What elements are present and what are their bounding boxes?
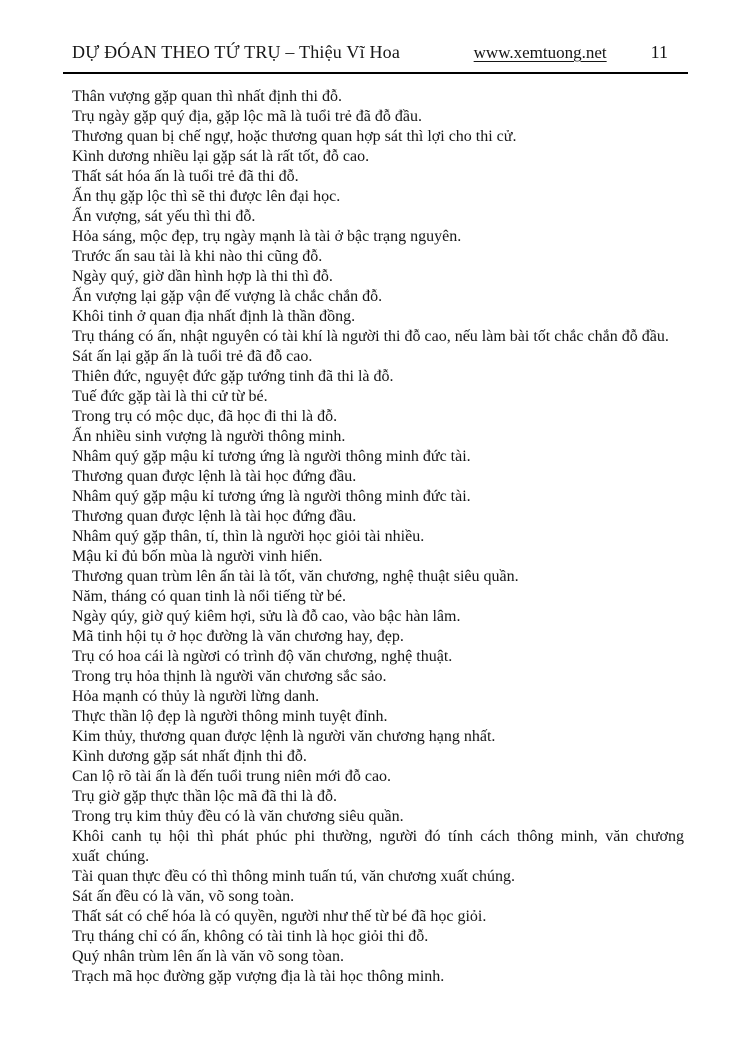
text-line: Trụ tháng chỉ có ấn, không có tài tinh là học giỏi thi đỗ. xyxy=(72,928,429,945)
text-line: Kình dương nhiều lại gặp sát là rất tốt, đỗ cao. xyxy=(72,148,370,165)
text-line: Nhâm quý gặp thân, tí, thìn là người học giỏi tài nhiều. xyxy=(72,528,425,545)
text-line: Trong trụ có mộc dục, đã học đi thi là đỗ. xyxy=(72,408,338,425)
text-line: Trụ tháng có ấn, nhật nguyên có tài khí là người thi đỗ cao, nếu làm bài tốt chắc chắn đỗ đầu. xyxy=(72,328,669,345)
text-line: Thương quan được lệnh là tài học đứng đầu. xyxy=(72,508,357,525)
text-line: Trụ có hoa cái là ngừơi có trình độ văn chương, nghệ thuật. xyxy=(72,648,453,665)
text-line: Tuế đức gặp tài là thi cử từ bé. xyxy=(72,388,268,405)
text-line: Ấn thụ gặp lộc thì sẽ thi được lên đại học. xyxy=(72,188,341,205)
text-line: Khôi canh tụ hội thì phát phúc phi thường, người đó tính cách thông minh, văn chương xuất chúng. xyxy=(72,828,684,865)
text-line: Thương quan bị chế ngự, hoặc thương quan hợp sát thì lợi cho thi cử. xyxy=(72,128,517,145)
body-text xyxy=(72,87,684,987)
text-line: Thất sát có chế hóa là có quyền, người như thế từ bé đã học giỏi. xyxy=(72,908,487,925)
text-line: Thiên đức, nguyệt đức gặp tướng tinh đã thi là đỗ. xyxy=(72,368,394,385)
text-line: Thương quan trùm lên ấn tài là tốt, văn chương, nghệ thuật siêu quần. xyxy=(72,568,519,585)
text-line: Trong trụ kim thủy đều có là văn chương siêu quần. xyxy=(72,808,404,825)
text-line: Trong trụ hỏa thịnh là người văn chương sắc sảo. xyxy=(72,668,387,685)
text-line: Nhâm quý gặp mậu kỉ tương ứng là người thông minh đức tài. xyxy=(72,448,471,465)
text-line: Khôi tinh ở quan địa nhất định là thần đồng. xyxy=(72,308,356,325)
header-rule xyxy=(63,72,688,74)
text-line: Mã tinh hội tụ ở học đường là văn chương hay, đẹp. xyxy=(72,628,404,645)
text-line: Trụ ngày gặp quý địa, gặp lộc mã là tuổi trẻ đã đỗ đầu. xyxy=(72,108,422,125)
text-line: Năm, tháng có quan tinh là nổi tiếng từ bé. xyxy=(72,588,346,605)
text-line: Sát ấn đều có là văn, võ song toàn. xyxy=(72,888,295,905)
text-line: Ấn nhiều sinh vượng là người thông minh. xyxy=(72,428,346,445)
text-line: Thất sát hóa ấn là tuổi trẻ đã thi đỗ. xyxy=(72,168,299,185)
page-header xyxy=(72,42,686,63)
text-line: Sát ấn lại gặp ấn là tuổi trẻ đã đỗ cao. xyxy=(72,348,313,365)
book-title: DỰ ĐÓAN THEO TỨ TRỤ – Thiệu Vĩ Hoa xyxy=(72,42,401,62)
website-link[interactable]: www.xemtuong.net xyxy=(473,43,607,62)
text-line: Ngày qúy, giờ quý kiêm hợi, sửu là đỗ cao, vào bậc hàn lâm. xyxy=(72,608,461,625)
text-line: Hỏa sáng, mộc đẹp, trụ ngày mạnh là tài ở bậc trạng nguyên. xyxy=(72,228,462,245)
text-line: Ấn vượng lại gặp vận đế vượng là chắc chắn đỗ. xyxy=(72,288,383,305)
text-line: Thân vượng gặp quan thì nhất định thi đỗ. xyxy=(72,88,342,105)
text-line: Tài quan thực đều có thì thông minh tuấn tú, văn chương xuất chúng. xyxy=(72,868,516,885)
text-line: Ngày quý, giờ dần hình hợp là thi thì đỗ. xyxy=(72,268,333,285)
text-line: Thực thần lộ đẹp là người thông minh tuyệt đỉnh. xyxy=(72,708,388,725)
text-line: Trụ giờ gặp thực thần lộc mã đã thi là đỗ. xyxy=(72,788,337,805)
text-line: Ấn vượng, sát yếu thì thi đỗ. xyxy=(72,208,256,225)
text-line: Nhâm quý gặp mậu kỉ tương ứng là người thông minh đức tài. xyxy=(72,488,471,505)
text-line: Quý nhân trùm lên ấn là văn võ song tòan. xyxy=(72,948,344,965)
text-line: Can lộ rõ tài ấn là đến tuổi trung niên mới đỗ cao. xyxy=(72,768,392,785)
text-line: Kình dương gặp sát nhất định thi đỗ. xyxy=(72,748,307,765)
text-line: Kim thủy, thương quan được lệnh là người văn chương hạng nhất. xyxy=(72,728,496,745)
text-line: Trước ấn sau tài là khi nào thi cũng đỗ. xyxy=(72,248,323,265)
text-line: Hỏa mạnh có thủy là người lừng danh. xyxy=(72,688,320,705)
text-line: Thương quan được lệnh là tài học đứng đầu. xyxy=(72,468,357,485)
page-number: 11 xyxy=(650,42,668,62)
text-line: Mậu kỉ đủ bốn mùa là người vinh hiển. xyxy=(72,548,323,565)
text-line: Trạch mã học đường gặp vượng địa là tài học thông minh. xyxy=(72,968,445,985)
